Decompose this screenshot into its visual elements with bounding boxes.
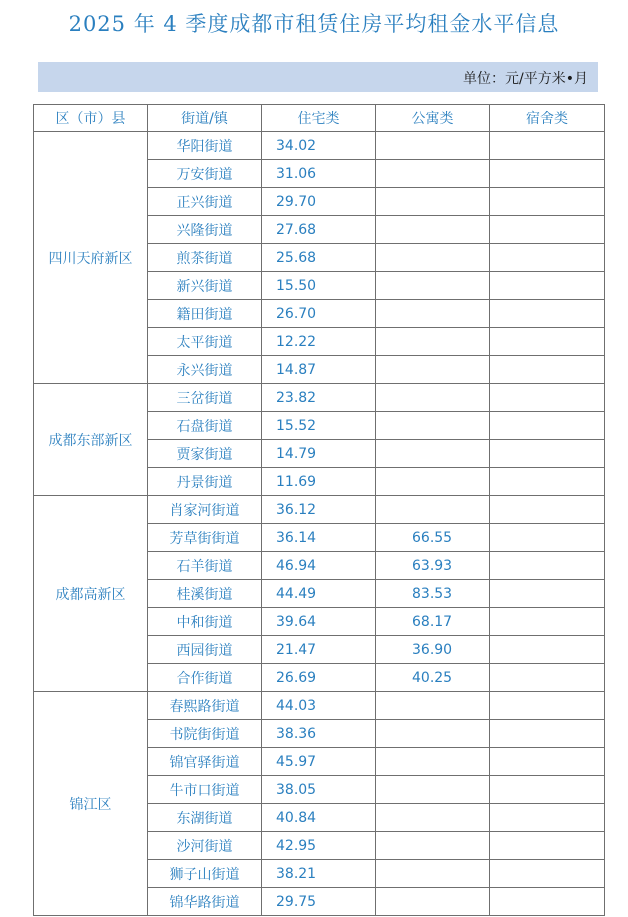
residential-cell: 36.14 <box>262 524 376 552</box>
dorm-cell <box>490 720 605 748</box>
district-cell: 四川天府新区 <box>34 132 148 384</box>
street-cell: 锦华路街道 <box>148 888 262 916</box>
dorm-cell <box>490 496 605 524</box>
table-row <box>34 384 605 412</box>
street-cell: 芳草街街道 <box>148 524 262 552</box>
street-cell: 太平街道 <box>148 328 262 356</box>
header-apartment: 公寓类 <box>376 105 490 132</box>
page-title: 2025 年 4 季度成都市租赁住房平均租金水平信息 <box>68 12 560 36</box>
street-cell: 牛市口街道 <box>148 776 262 804</box>
dorm-cell <box>490 524 605 552</box>
dorm-cell <box>490 580 605 608</box>
residential-cell: 14.79 <box>262 440 376 468</box>
apartment-cell: 36.90 <box>376 636 490 664</box>
table-row <box>34 132 605 160</box>
apartment-cell <box>376 272 490 300</box>
street-cell: 锦官驿街道 <box>148 748 262 776</box>
residential-cell: 15.50 <box>262 272 376 300</box>
apartment-cell <box>376 160 490 188</box>
district-cell: 成都高新区 <box>34 496 148 692</box>
residential-cell: 29.70 <box>262 188 376 216</box>
apartment-cell <box>376 188 490 216</box>
dorm-cell <box>490 300 605 328</box>
apartment-cell: 66.55 <box>376 524 490 552</box>
street-cell: 永兴街道 <box>148 356 262 384</box>
apartment-cell: 83.53 <box>376 580 490 608</box>
residential-cell: 42.95 <box>262 832 376 860</box>
street-cell: 新兴街道 <box>148 272 262 300</box>
dorm-cell <box>490 860 605 888</box>
apartment-cell <box>376 412 490 440</box>
dorm-cell <box>490 272 605 300</box>
dorm-cell <box>490 244 605 272</box>
residential-cell: 29.75 <box>262 888 376 916</box>
apartment-cell <box>376 860 490 888</box>
dorm-cell <box>490 384 605 412</box>
apartment-cell <box>376 720 490 748</box>
street-cell: 沙河街道 <box>148 832 262 860</box>
dorm-cell <box>490 328 605 356</box>
unit-bar <box>38 62 598 92</box>
street-cell: 华阳街道 <box>148 132 262 160</box>
apartment-cell <box>376 748 490 776</box>
district-cell: 成都东部新区 <box>34 384 148 496</box>
apartment-cell <box>376 356 490 384</box>
residential-cell: 15.52 <box>262 412 376 440</box>
apartment-cell: 63.93 <box>376 552 490 580</box>
street-cell: 兴隆街道 <box>148 216 262 244</box>
street-cell: 中和街道 <box>148 608 262 636</box>
street-cell: 正兴街道 <box>148 188 262 216</box>
apartment-cell <box>376 692 490 720</box>
street-cell: 狮子山街道 <box>148 860 262 888</box>
residential-cell: 40.84 <box>262 804 376 832</box>
residential-cell: 21.47 <box>262 636 376 664</box>
street-cell: 合作街道 <box>148 664 262 692</box>
apartment-cell <box>376 440 490 468</box>
apartment-cell <box>376 832 490 860</box>
street-cell: 石盘街道 <box>148 412 262 440</box>
dorm-cell <box>490 552 605 580</box>
apartment-cell: 68.17 <box>376 608 490 636</box>
apartment-cell <box>376 328 490 356</box>
residential-cell: 38.36 <box>262 720 376 748</box>
dorm-cell <box>490 664 605 692</box>
table-header-row <box>34 105 605 132</box>
residential-cell: 12.22 <box>262 328 376 356</box>
dorm-cell <box>490 776 605 804</box>
district-cell: 锦江区 <box>34 692 148 916</box>
table-row <box>34 496 605 524</box>
street-cell: 春熙路街道 <box>148 692 262 720</box>
unit-label: 单位：元/平方米•月 <box>463 71 588 87</box>
apartment-cell <box>376 888 490 916</box>
dorm-cell <box>490 748 605 776</box>
apartment-cell <box>376 132 490 160</box>
dorm-cell <box>490 692 605 720</box>
street-cell: 贾家街道 <box>148 440 262 468</box>
street-cell: 丹景街道 <box>148 468 262 496</box>
dorm-cell <box>490 412 605 440</box>
apartment-cell: 40.25 <box>376 664 490 692</box>
residential-cell: 45.97 <box>262 748 376 776</box>
apartment-cell <box>376 244 490 272</box>
dorm-cell <box>490 832 605 860</box>
table-body <box>34 132 605 916</box>
street-cell: 肖家河街道 <box>148 496 262 524</box>
residential-cell: 38.05 <box>262 776 376 804</box>
street-cell: 万安街道 <box>148 160 262 188</box>
apartment-cell <box>376 384 490 412</box>
residential-cell: 26.69 <box>262 664 376 692</box>
dorm-cell <box>490 636 605 664</box>
dorm-cell <box>490 132 605 160</box>
residential-cell: 11.69 <box>262 468 376 496</box>
dorm-cell <box>490 804 605 832</box>
header-residential: 住宅类 <box>262 105 376 132</box>
residential-cell: 31.06 <box>262 160 376 188</box>
street-cell: 桂溪街道 <box>148 580 262 608</box>
street-cell: 籍田街道 <box>148 300 262 328</box>
residential-cell: 44.03 <box>262 692 376 720</box>
dorm-cell <box>490 440 605 468</box>
street-cell: 石羊街道 <box>148 552 262 580</box>
residential-cell: 44.49 <box>262 580 376 608</box>
residential-cell: 34.02 <box>262 132 376 160</box>
rent-table <box>33 104 605 916</box>
residential-cell: 39.64 <box>262 608 376 636</box>
street-cell: 书院街街道 <box>148 720 262 748</box>
street-cell: 西园街道 <box>148 636 262 664</box>
dorm-cell <box>490 188 605 216</box>
residential-cell: 27.68 <box>262 216 376 244</box>
dorm-cell <box>490 160 605 188</box>
dorm-cell <box>490 608 605 636</box>
street-cell: 煎茶街道 <box>148 244 262 272</box>
apartment-cell <box>376 804 490 832</box>
residential-cell: 25.68 <box>262 244 376 272</box>
residential-cell: 38.21 <box>262 860 376 888</box>
apartment-cell <box>376 776 490 804</box>
residential-cell: 26.70 <box>262 300 376 328</box>
apartment-cell <box>376 216 490 244</box>
apartment-cell <box>376 468 490 496</box>
residential-cell: 36.12 <box>262 496 376 524</box>
header-district: 区（市）县 <box>34 105 148 132</box>
apartment-cell <box>376 496 490 524</box>
header-dorm: 宿舍类 <box>490 105 605 132</box>
dorm-cell <box>490 356 605 384</box>
table-row <box>34 692 605 720</box>
dorm-cell <box>490 888 605 916</box>
dorm-cell <box>490 216 605 244</box>
street-cell: 三岔街道 <box>148 384 262 412</box>
street-cell: 东湖街道 <box>148 804 262 832</box>
residential-cell: 46.94 <box>262 552 376 580</box>
apartment-cell <box>376 300 490 328</box>
residential-cell: 14.87 <box>262 356 376 384</box>
header-street: 街道/镇 <box>148 105 262 132</box>
residential-cell: 23.82 <box>262 384 376 412</box>
dorm-cell <box>490 468 605 496</box>
